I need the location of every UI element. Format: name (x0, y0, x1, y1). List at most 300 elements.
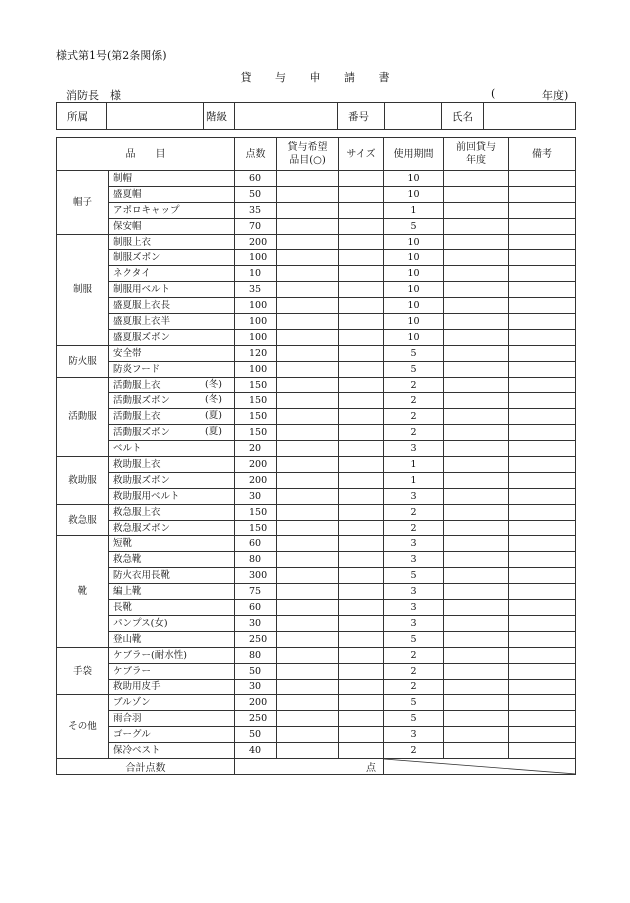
previous-loan-year-field[interactable] (444, 377, 509, 393)
wish-checkbox-cell[interactable] (277, 186, 339, 202)
size-field[interactable] (339, 234, 384, 250)
previous-loan-year-field[interactable] (444, 472, 509, 488)
item-points: 30 (235, 679, 277, 695)
remarks-field[interactable] (509, 711, 576, 727)
wish-checkbox-cell[interactable] (277, 329, 339, 345)
previous-loan-year-field[interactable] (444, 314, 509, 330)
usage-period: 2 (384, 679, 444, 695)
remarks-field[interactable] (509, 282, 576, 298)
previous-loan-year-field[interactable] (444, 282, 509, 298)
item-name-text: ベルト (113, 443, 142, 455)
remarks-field[interactable] (509, 409, 576, 425)
item-name (109, 457, 235, 473)
diagonal-strike (384, 759, 576, 774)
size-field[interactable] (339, 298, 384, 314)
size-field[interactable] (339, 679, 384, 695)
group-label: 救助服 (57, 457, 109, 505)
remarks-field[interactable] (509, 377, 576, 393)
wish-checkbox-cell[interactable] (277, 631, 339, 647)
wish-checkbox-cell[interactable] (277, 504, 339, 520)
size-field[interactable] (339, 409, 384, 425)
previous-loan-year-field[interactable] (444, 743, 509, 759)
size-field[interactable] (339, 504, 384, 520)
table-row (57, 377, 576, 393)
remarks-field[interactable] (509, 584, 576, 600)
remarks-field[interactable] (509, 631, 576, 647)
wish-checkbox-cell[interactable] (277, 536, 339, 552)
item-name-text: ゴーグル (113, 729, 151, 741)
item-name (109, 568, 235, 584)
item-name (109, 584, 235, 600)
size-field[interactable] (339, 663, 384, 679)
item-points: 10 (235, 266, 277, 282)
wish-checkbox-cell[interactable] (277, 727, 339, 743)
size-field[interactable] (339, 488, 384, 504)
previous-loan-year-field[interactable] (444, 361, 509, 377)
wish-checkbox-cell[interactable] (277, 663, 339, 679)
item-name (109, 520, 235, 536)
item-name-text: 登山靴 (113, 633, 142, 645)
item-name-text: 雨合羽 (113, 713, 142, 725)
item-name (109, 393, 235, 409)
remarks-field[interactable] (509, 171, 576, 187)
total-label: 合計点数 (57, 758, 235, 774)
remarks-field[interactable] (509, 488, 576, 504)
usage-period: 2 (384, 743, 444, 759)
previous-loan-year-field[interactable] (444, 615, 509, 631)
table-row (57, 695, 576, 711)
wish-checkbox-cell[interactable] (277, 314, 339, 330)
item-name (109, 425, 235, 441)
item-points: 200 (235, 234, 277, 250)
remarks-field[interactable] (509, 600, 576, 616)
size-field[interactable] (339, 536, 384, 552)
item-name-text: 保安帽 (113, 220, 142, 232)
wish-checkbox-cell[interactable] (277, 488, 339, 504)
item-name-text: 活動服上衣 (113, 411, 161, 423)
previous-loan-year-field[interactable] (444, 218, 509, 234)
size-field[interactable] (339, 266, 384, 282)
remarks-field[interactable] (509, 329, 576, 345)
size-field[interactable] (339, 345, 384, 361)
previous-loan-year-field[interactable] (444, 234, 509, 250)
item-points: 80 (235, 647, 277, 663)
item-points: 100 (235, 329, 277, 345)
wish-checkbox-cell[interactable] (277, 568, 339, 584)
column-header-wish (277, 138, 339, 171)
previous-loan-year-field[interactable] (444, 298, 509, 314)
previous-loan-year-field[interactable] (444, 552, 509, 568)
remarks-field[interactable] (509, 536, 576, 552)
item-name (109, 695, 235, 711)
table-row (57, 202, 576, 218)
remarks-field[interactable] (509, 218, 576, 234)
usage-period: 2 (384, 425, 444, 441)
usage-period: 2 (384, 504, 444, 520)
previous-loan-year-field[interactable] (444, 520, 509, 536)
uniform-loan-table (56, 137, 576, 775)
item-name-text: 救急靴 (113, 554, 142, 566)
item-name-text: 盛夏服上衣半 (113, 315, 171, 327)
size-field[interactable] (339, 282, 384, 298)
item-season: (夏) (205, 426, 222, 438)
previous-loan-year-field[interactable] (444, 186, 509, 202)
table-row (57, 266, 576, 282)
item-name-text: ブルゾン (113, 697, 151, 709)
item-name-text: 救助用皮手 (113, 681, 161, 693)
item-name (109, 631, 235, 647)
wish-checkbox-cell[interactable] (277, 234, 339, 250)
item-points: 60 (235, 171, 277, 187)
previous-loan-year-field[interactable] (444, 441, 509, 457)
usage-period: 10 (384, 186, 444, 202)
affiliation-label: 所属 (57, 103, 107, 130)
size-field[interactable] (339, 457, 384, 473)
size-field[interactable] (339, 472, 384, 488)
item-name-text: ケブラー(耐水性) (113, 649, 187, 661)
wish-checkbox-cell[interactable] (277, 441, 339, 457)
previous-loan-year-field[interactable] (444, 457, 509, 473)
wish-header-line2: 品目(○) (289, 155, 326, 166)
item-points: 50 (235, 727, 277, 743)
remarks-field[interactable] (509, 441, 576, 457)
table-row (57, 329, 576, 345)
item-name-text: 保冷ベスト (113, 745, 161, 756)
item-name-text: 救急服ズボン (113, 522, 171, 534)
column-header-previous (444, 138, 509, 171)
usage-period: 5 (384, 711, 444, 727)
name-field[interactable] (484, 103, 576, 130)
table-row (57, 282, 576, 298)
usage-period: 10 (384, 250, 444, 266)
item-name (109, 679, 235, 695)
prev-header-line1: 前回貸与 (456, 142, 496, 153)
item-name (109, 488, 235, 504)
size-field[interactable] (339, 568, 384, 584)
previous-loan-year-field[interactable] (444, 171, 509, 187)
usage-period: 5 (384, 345, 444, 361)
year-open-paren: ( (491, 87, 496, 100)
table-row (57, 504, 576, 520)
usage-period: 1 (384, 472, 444, 488)
usage-period: 3 (384, 727, 444, 743)
previous-loan-year-field[interactable] (444, 250, 509, 266)
item-points: 30 (235, 488, 277, 504)
wish-checkbox-cell[interactable] (277, 711, 339, 727)
table-row (57, 711, 576, 727)
item-points: 35 (235, 202, 277, 218)
year-label: 年度) (542, 89, 569, 102)
wish-checkbox-cell[interactable] (277, 361, 339, 377)
remarks-field[interactable] (509, 186, 576, 202)
usage-period: 10 (384, 329, 444, 345)
diagonal-line (384, 759, 576, 774)
size-field[interactable] (339, 727, 384, 743)
size-field[interactable] (339, 361, 384, 377)
previous-loan-year-field[interactable] (444, 345, 509, 361)
remarks-field[interactable] (509, 647, 576, 663)
remarks-field[interactable] (509, 314, 576, 330)
remarks-field[interactable] (509, 266, 576, 282)
previous-loan-year-field[interactable] (444, 488, 509, 504)
size-field[interactable] (339, 600, 384, 616)
item-points: 100 (235, 250, 277, 266)
wish-checkbox-cell[interactable] (277, 679, 339, 695)
size-field[interactable] (339, 377, 384, 393)
previous-loan-year-field[interactable] (444, 663, 509, 679)
usage-period: 10 (384, 234, 444, 250)
item-name (109, 329, 235, 345)
item-name (109, 202, 235, 218)
table-row (57, 298, 576, 314)
group-label: 活動服 (57, 377, 109, 456)
wish-checkbox-cell[interactable] (277, 218, 339, 234)
remarks-field[interactable] (509, 552, 576, 568)
item-points: 150 (235, 520, 277, 536)
wish-checkbox-cell[interactable] (277, 457, 339, 473)
item-points: 150 (235, 504, 277, 520)
previous-loan-year-field[interactable] (444, 695, 509, 711)
item-name-text: 救助服ズボン (113, 474, 171, 486)
item-points: 50 (235, 663, 277, 679)
table-row (57, 186, 576, 202)
wish-checkbox-cell[interactable] (277, 345, 339, 361)
previous-loan-year-field[interactable] (444, 425, 509, 441)
size-field[interactable] (339, 250, 384, 266)
previous-loan-year-field[interactable] (444, 504, 509, 520)
table-row (57, 568, 576, 584)
previous-loan-year-field[interactable] (444, 600, 509, 616)
group-label: 防火服 (57, 345, 109, 377)
previous-loan-year-field[interactable] (444, 727, 509, 743)
wish-checkbox-cell[interactable] (277, 743, 339, 759)
wish-checkbox-cell[interactable] (277, 171, 339, 187)
prev-header-line2: 年度 (466, 155, 486, 166)
size-field[interactable] (339, 171, 384, 187)
wish-checkbox-cell[interactable] (277, 600, 339, 616)
remarks-field[interactable] (509, 425, 576, 441)
table-row (57, 425, 576, 441)
wish-checkbox-cell[interactable] (277, 615, 339, 631)
item-season: (冬) (205, 378, 222, 390)
remarks-field[interactable] (509, 663, 576, 679)
previous-loan-year-field[interactable] (444, 393, 509, 409)
group-label: 帽子 (57, 171, 109, 235)
affiliation-field[interactable] (107, 103, 204, 130)
previous-loan-year-field[interactable] (444, 679, 509, 695)
previous-loan-year-field[interactable] (444, 536, 509, 552)
table-row (57, 472, 576, 488)
previous-loan-year-field[interactable] (444, 711, 509, 727)
wish-checkbox-cell[interactable] (277, 520, 339, 536)
group-label: 救急服 (57, 504, 109, 536)
table-row (57, 409, 576, 425)
remarks-field[interactable] (509, 615, 576, 631)
item-name-text: 短靴 (113, 538, 133, 550)
wish-checkbox-cell[interactable] (277, 472, 339, 488)
wish-checkbox-cell[interactable] (277, 266, 339, 282)
item-name (109, 743, 235, 759)
remarks-field[interactable] (509, 679, 576, 695)
table-row (57, 727, 576, 743)
wish-checkbox-cell[interactable] (277, 298, 339, 314)
usage-period: 1 (384, 457, 444, 473)
remarks-field[interactable] (509, 202, 576, 218)
wish-header-line1: 貸与希望 (287, 142, 328, 153)
item-points: 30 (235, 615, 277, 631)
previous-loan-year-field[interactable] (444, 329, 509, 345)
group-label: 制服 (57, 234, 109, 345)
remarks-field[interactable] (509, 504, 576, 520)
previous-loan-year-field[interactable] (444, 584, 509, 600)
table-row (57, 171, 576, 187)
usage-period: 2 (384, 663, 444, 679)
item-name-text: ケブラー (113, 665, 152, 677)
previous-loan-year-field[interactable] (444, 647, 509, 663)
remarks-field[interactable] (509, 393, 576, 409)
table-row (57, 361, 576, 377)
item-points: 60 (235, 536, 277, 552)
remarks-field[interactable] (509, 457, 576, 473)
size-field[interactable] (339, 425, 384, 441)
usage-period: 3 (384, 600, 444, 616)
item-name-text: 防火衣用長靴 (113, 570, 171, 582)
item-name (109, 250, 235, 266)
usage-period: 10 (384, 314, 444, 330)
item-name-text: 編上靴 (113, 586, 142, 598)
size-field[interactable] (339, 647, 384, 663)
rank-label: 階級 (204, 103, 235, 130)
usage-period: 5 (384, 568, 444, 584)
wish-checkbox-cell[interactable] (277, 250, 339, 266)
table-header-row (57, 138, 576, 171)
table-row (57, 600, 576, 616)
size-field[interactable] (339, 711, 384, 727)
usage-period: 2 (384, 393, 444, 409)
previous-loan-year-field[interactable] (444, 202, 509, 218)
item-name-text: 盛夏帽 (113, 188, 142, 200)
number-field[interactable] (385, 103, 442, 130)
size-field[interactable] (339, 552, 384, 568)
remarks-field[interactable] (509, 472, 576, 488)
wish-checkbox-cell[interactable] (277, 393, 339, 409)
item-points: 150 (235, 409, 277, 425)
applicant-info-table (56, 102, 576, 130)
usage-period: 3 (384, 536, 444, 552)
size-field[interactable] (339, 584, 384, 600)
item-points: 200 (235, 472, 277, 488)
size-field[interactable] (339, 186, 384, 202)
item-name (109, 615, 235, 631)
remarks-field[interactable] (509, 520, 576, 536)
table-row (57, 552, 576, 568)
size-field[interactable] (339, 202, 384, 218)
previous-loan-year-field[interactable] (444, 568, 509, 584)
usage-period: 3 (384, 584, 444, 600)
table-row (57, 743, 576, 759)
column-header-points: 点数 (235, 138, 277, 171)
table-row (57, 393, 576, 409)
item-name (109, 282, 235, 298)
wish-checkbox-cell[interactable] (277, 425, 339, 441)
remarks-field[interactable] (509, 234, 576, 250)
item-name-text: 長靴 (113, 601, 133, 613)
size-field[interactable] (339, 695, 384, 711)
size-field[interactable] (339, 393, 384, 409)
size-field[interactable] (339, 520, 384, 536)
size-field[interactable] (339, 314, 384, 330)
item-points: 70 (235, 218, 277, 234)
usage-period: 10 (384, 266, 444, 282)
usage-period: 2 (384, 647, 444, 663)
remarks-field[interactable] (509, 250, 576, 266)
item-name-text: ネクタイ (113, 268, 151, 280)
remarks-field[interactable] (509, 743, 576, 759)
table-row (57, 488, 576, 504)
item-points: 100 (235, 361, 277, 377)
previous-loan-year-field[interactable] (444, 266, 509, 282)
item-name (109, 186, 235, 202)
item-name-text: 盛夏服ズボン (113, 331, 171, 343)
usage-period: 3 (384, 615, 444, 631)
remarks-field[interactable] (509, 345, 576, 361)
wish-checkbox-cell[interactable] (277, 695, 339, 711)
previous-loan-year-field[interactable] (444, 409, 509, 425)
wish-checkbox-cell[interactable] (277, 552, 339, 568)
item-points: 150 (235, 393, 277, 409)
wish-checkbox-cell[interactable] (277, 409, 339, 425)
wish-checkbox-cell[interactable] (277, 584, 339, 600)
wish-checkbox-cell[interactable] (277, 377, 339, 393)
item-name (109, 504, 235, 520)
remarks-field[interactable] (509, 568, 576, 584)
remarks-field[interactable] (509, 298, 576, 314)
previous-loan-year-field[interactable] (444, 631, 509, 647)
table-row (57, 584, 576, 600)
usage-period: 5 (384, 695, 444, 711)
item-name-text: 活動服ズボン (113, 395, 171, 407)
wish-checkbox-cell[interactable] (277, 282, 339, 298)
item-name (109, 298, 235, 314)
size-field[interactable] (339, 743, 384, 759)
rank-field[interactable] (235, 103, 338, 130)
item-points: 200 (235, 695, 277, 711)
size-field[interactable] (339, 218, 384, 234)
item-name-text: パンプス(女) (113, 617, 168, 629)
table-row (57, 647, 576, 663)
remarks-field[interactable] (509, 695, 576, 711)
remarks-field[interactable] (509, 361, 576, 377)
item-points: 20 (235, 441, 277, 457)
size-field[interactable] (339, 615, 384, 631)
size-field[interactable] (339, 329, 384, 345)
size-field[interactable] (339, 631, 384, 647)
total-points-field[interactable]: 点 (235, 758, 384, 774)
wish-checkbox-cell[interactable] (277, 202, 339, 218)
item-name (109, 472, 235, 488)
table-row (57, 663, 576, 679)
size-field[interactable] (339, 441, 384, 457)
item-name-text: アポロキャップ (113, 204, 180, 216)
item-points: 250 (235, 631, 277, 647)
item-points: 200 (235, 457, 277, 473)
item-name (109, 727, 235, 743)
item-points: 120 (235, 345, 277, 361)
wish-checkbox-cell[interactable] (277, 647, 339, 663)
remarks-field[interactable] (509, 727, 576, 743)
item-points: 75 (235, 584, 277, 600)
usage-period: 2 (384, 409, 444, 425)
